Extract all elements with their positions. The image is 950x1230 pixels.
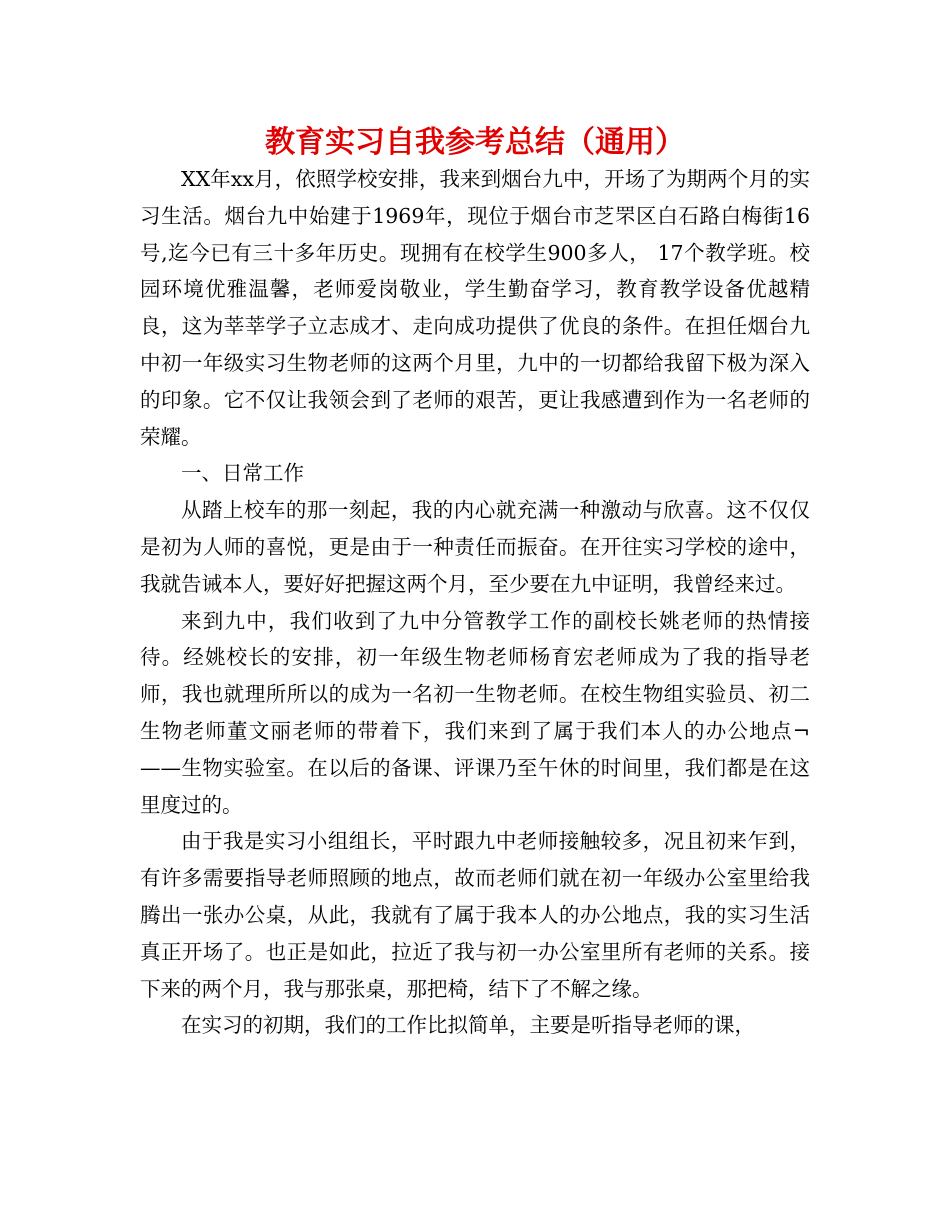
paragraph-bus: 从踏上校车的那一刻起，我的内心就充满一种激动与欣喜。这不仅仅是初为人师的喜悦，更是由于一种责任而振奋。在开往实习学校的途中，我就告诫本人，要好好把握这两个月，至少要在九中证明，我曾经来过。 <box>140 498 810 596</box>
paragraph-intro: XX年xx月，依照学校安排，我来到烟台九中，开场了为期两个月的实习生活。烟台九中始建于1969年，现位于烟台市芝罘区白石路白梅街16号,迄今已有三十多年历史。现拥有在校学生900多人， 17个教学班。校园环境优雅温馨，老师爱岗敬业，学生勤奋学习，教育教学设备优越精良，这为莘莘学子立志成才、走向成功提供了优良的条件。在担任烟台九中初一年级实习生物老师的这两个月里，九中的一切都给我留下极为深入的印象。它不仅让我领会到了老师的艰苦，更让我感遭到作为一名老师的荣耀。 <box>140 167 810 449</box>
document-body <box>140 161 810 1044</box>
document-title: 教育实习自我参考总结（通用） <box>265 125 685 160</box>
paragraph-early-stage: 在实习的初期，我们的工作比拟简单，主要是听指导老师的课， <box>181 1013 755 1038</box>
section-heading-daily-work: 一、日常工作 <box>181 461 304 486</box>
paragraph-office: 由于我是实习小组组长，平时跟九中老师接触较多，况且初来乍到，有许多需要指导老师照顾的地点，故而老师们就在初一年级办公室里给我腾出一张办公桌，从此，我就有了属于我本人的办公地点，我的实习生活真正开场了。也正是如此，拉近了我与初一办公室里所有老师的关系。接下来的两个月，我与那张桌，那把椅，结下了不解之缘。 <box>140 829 810 1001</box>
paragraph-arrival: 来到九中，我们收到了九中分管教学工作的副校长姚老师的热情接待。经姚校长的安排，初一年级生物老师杨育宏老师成为了我的指导老师，我也就理所所以的成为一名初一生物老师。在校生物组实验员、初二生物老师董文丽老师的带着下，我们来到了属于我们本人的办公地点¬——生物实验室。在以后的备课、评课乃至午休的时间里，我们都是在这里度过的。 <box>140 608 810 817</box>
